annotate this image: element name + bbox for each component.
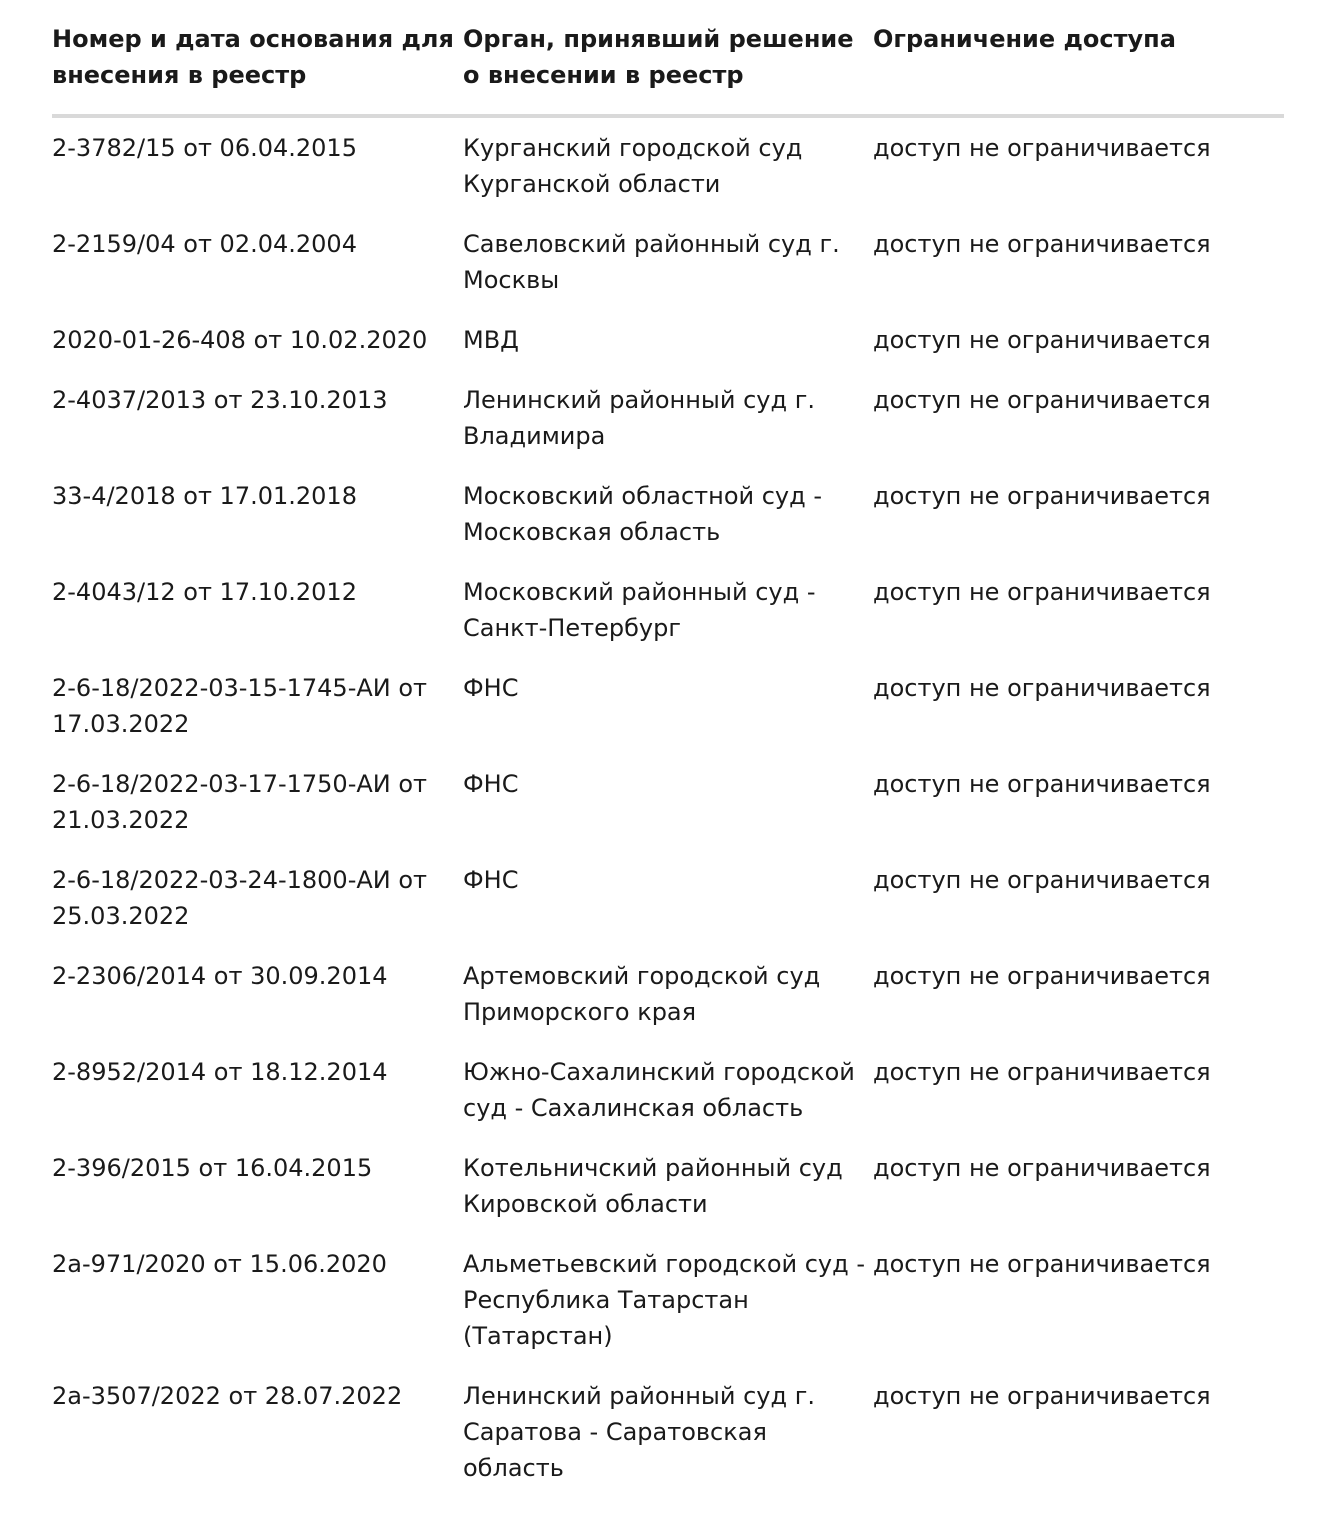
cell-basis: 2-4037/2013 от 23.10.2013	[52, 386, 388, 414]
cell-authority: Московский областной суд - Московская область	[463, 482, 823, 546]
cell-access: доступ не ограничивается	[873, 482, 1211, 510]
cell-basis: 2-6-18/2022-03-17-1750-АИ от 21.03.2022	[52, 770, 428, 834]
table-row	[52, 574, 1284, 670]
cell-access: доступ не ограничивается	[873, 770, 1211, 798]
cell-authority: Южно-Сахалинский городской суд - Сахалинская область	[463, 1058, 855, 1122]
cell-access: доступ не ограничивается	[873, 1382, 1211, 1410]
cell-basis: 2-396/2015 от 16.04.2015	[52, 1154, 373, 1182]
column-header-authority: Орган, принявший решение о внесении в реестр	[463, 0, 873, 116]
cell-access: доступ не ограничивается	[873, 578, 1211, 606]
cell-basis: 33-4/2018 от 17.01.2018	[52, 482, 357, 510]
cell-authority: Курганский городской суд Курганской области	[463, 134, 803, 198]
cell-basis: 2-4043/12 от 17.10.2012	[52, 578, 357, 606]
cell-authority: Ленинский районный суд г. Владимира	[463, 386, 815, 450]
cell-authority: ФНС	[463, 674, 519, 702]
cell-authority: Альметьевский городской суд - Республика Татарстан (Татарстан)	[463, 1250, 866, 1350]
cell-authority: Котельничский районный суд Кировской области	[463, 1154, 843, 1218]
cell-basis: 2а-3507/2022 от 28.07.2022	[52, 1382, 403, 1410]
cell-authority: ФНС	[463, 770, 519, 798]
cell-basis: 2-2159/04 от 02.04.2004	[52, 230, 357, 258]
cell-authority: Савеловский районный суд г. Москвы	[463, 230, 840, 294]
cell-authority: Ленинский районный суд г. Саратова - Саратовская область	[463, 1382, 815, 1482]
cell-access: доступ не ограничивается	[873, 386, 1211, 414]
cell-authority: Московский районный суд - Санкт-Петербург	[463, 578, 816, 642]
cell-access: доступ не ограничивается	[873, 1058, 1211, 1086]
cell-basis: 2-6-18/2022-03-15-1745-АИ от 17.03.2022	[52, 674, 428, 738]
table-row	[52, 766, 1284, 862]
cell-basis: 2-2306/2014 от 30.09.2014	[52, 962, 388, 990]
table-row	[52, 116, 1284, 226]
table-row	[52, 1378, 1284, 1510]
registry-table	[52, 0, 1284, 1510]
table-row	[52, 1054, 1284, 1150]
cell-authority: ФНС	[463, 866, 519, 894]
cell-access: доступ не ограничивается	[873, 134, 1211, 162]
column-header-basis: Номер и дата основания для внесения в реестр	[52, 0, 463, 116]
cell-access: доступ не ограничивается	[873, 230, 1211, 258]
cell-access: доступ не ограничивается	[873, 326, 1211, 354]
cell-basis: 2-8952/2014 от 18.12.2014	[52, 1058, 388, 1086]
table-row	[52, 670, 1284, 766]
cell-access: доступ не ограничивается	[873, 1154, 1211, 1182]
header-row	[52, 0, 1284, 116]
table-row	[52, 226, 1284, 322]
registry-section	[52, 0, 1284, 1510]
cell-access: доступ не ограничивается	[873, 1250, 1211, 1278]
cell-basis: 2-6-18/2022-03-24-1800-АИ от 25.03.2022	[52, 866, 428, 930]
table-body	[52, 116, 1284, 1510]
table-row	[52, 1150, 1284, 1246]
table-row	[52, 322, 1284, 382]
cell-authority: МВД	[463, 326, 519, 354]
table-row	[52, 862, 1284, 958]
cell-authority: Артемовский городской суд Приморского края	[463, 962, 821, 1026]
cell-basis: 2а-971/2020 от 15.06.2020	[52, 1250, 387, 1278]
cell-access: доступ не ограничивается	[873, 962, 1211, 990]
table-row	[52, 382, 1284, 478]
table-row	[52, 478, 1284, 574]
cell-basis: 2-3782/15 от 06.04.2015	[52, 134, 357, 162]
table-header	[52, 0, 1284, 116]
cell-access: доступ не ограничивается	[873, 674, 1211, 702]
column-header-access: Ограничение доступа	[873, 0, 1284, 116]
cell-access: доступ не ограничивается	[873, 866, 1211, 894]
cell-basis: 2020-01-26-408 от 10.02.2020	[52, 326, 428, 354]
table-row	[52, 958, 1284, 1054]
table-row	[52, 1246, 1284, 1378]
